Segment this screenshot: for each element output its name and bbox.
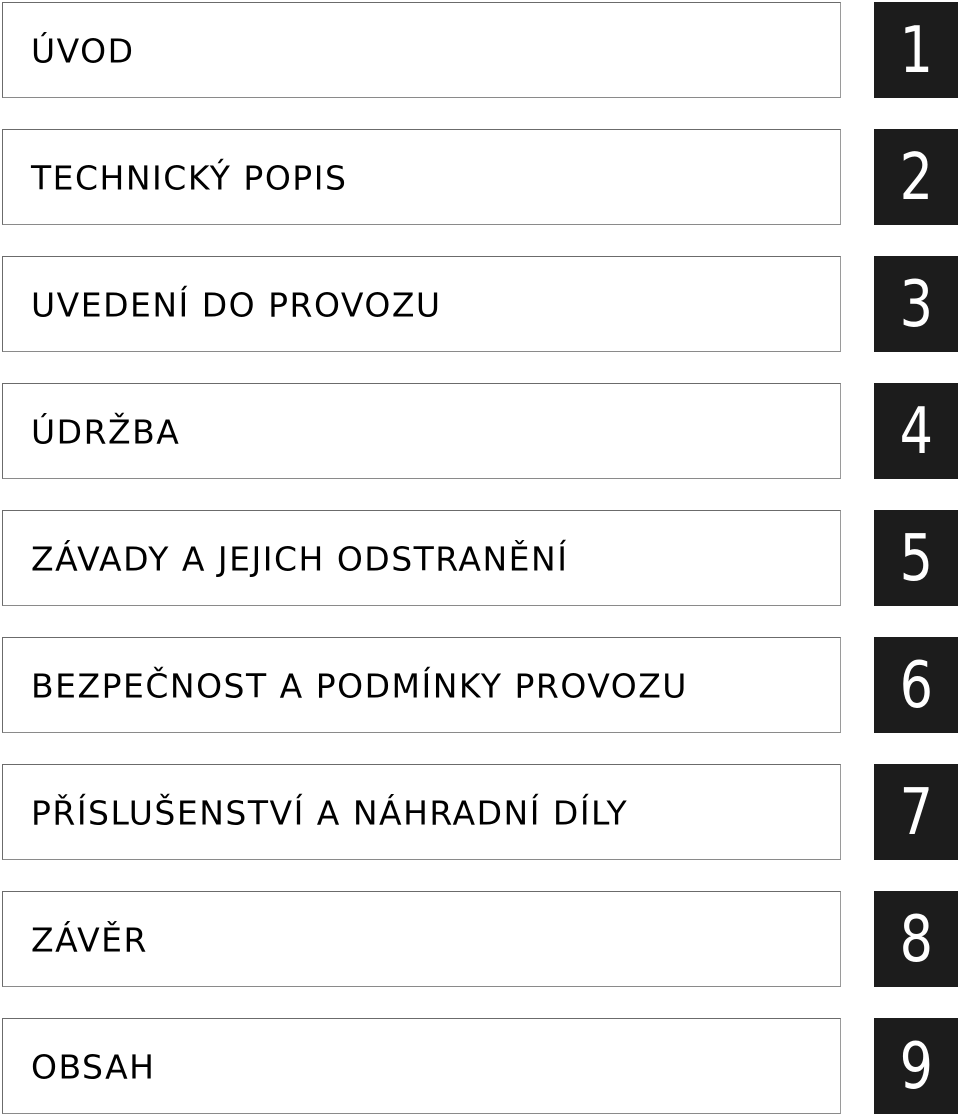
section-row[interactable] xyxy=(0,510,960,608)
section-label-box[interactable] xyxy=(2,129,841,225)
section-label: TECHNICKÝ POPIS xyxy=(31,158,348,198)
section-row[interactable] xyxy=(0,637,960,735)
section-number-tab[interactable] xyxy=(874,129,958,225)
section-number: 6 xyxy=(899,649,933,723)
section-number-tab[interactable] xyxy=(874,1018,958,1114)
section-label-box[interactable] xyxy=(2,510,841,606)
section-row[interactable] xyxy=(0,764,960,862)
section-number-tab[interactable] xyxy=(874,256,958,352)
section-row[interactable] xyxy=(0,256,960,354)
section-label-box[interactable] xyxy=(2,256,841,352)
section-label-box[interactable] xyxy=(2,637,841,733)
section-label-box[interactable] xyxy=(2,891,841,987)
section-label-box[interactable] xyxy=(2,383,841,479)
section-label: OBSAH xyxy=(31,1047,156,1087)
section-number: 2 xyxy=(899,141,933,215)
section-row[interactable] xyxy=(0,383,960,481)
section-label-box[interactable] xyxy=(2,764,841,860)
section-row[interactable] xyxy=(0,891,960,989)
section-number-tab[interactable] xyxy=(874,637,958,733)
section-row[interactable] xyxy=(0,2,960,100)
section-row[interactable] xyxy=(0,1018,960,1116)
section-label: BEZPEČNOST A PODMÍNKY PROVOZU xyxy=(31,666,688,706)
section-number: 3 xyxy=(899,268,933,342)
section-number: 7 xyxy=(899,776,933,850)
section-number: 9 xyxy=(899,1030,933,1104)
section-number-tab[interactable] xyxy=(874,2,958,98)
section-label: PŘÍSLUŠENSTVÍ A NÁHRADNÍ DÍLY xyxy=(31,793,629,833)
section-number: 5 xyxy=(899,522,933,596)
section-number: 1 xyxy=(899,14,933,88)
section-label-box[interactable] xyxy=(2,2,841,98)
section-label: ÚVOD xyxy=(31,31,135,71)
section-row[interactable] xyxy=(0,129,960,227)
section-label: ZÁVĚR xyxy=(31,920,148,960)
section-number: 4 xyxy=(899,395,933,469)
section-number-tab[interactable] xyxy=(874,383,958,479)
section-label-box[interactable] xyxy=(2,1018,841,1114)
section-label: ÚDRŽBA xyxy=(31,412,181,452)
section-number-tab[interactable] xyxy=(874,510,958,606)
section-number: 8 xyxy=(899,903,933,977)
section-number-tab[interactable] xyxy=(874,764,958,860)
section-label: UVEDENÍ DO PROVOZU xyxy=(31,285,442,325)
section-label: ZÁVADY A JEJICH ODSTRANĚNÍ xyxy=(31,539,569,579)
section-number-tab[interactable] xyxy=(874,891,958,987)
